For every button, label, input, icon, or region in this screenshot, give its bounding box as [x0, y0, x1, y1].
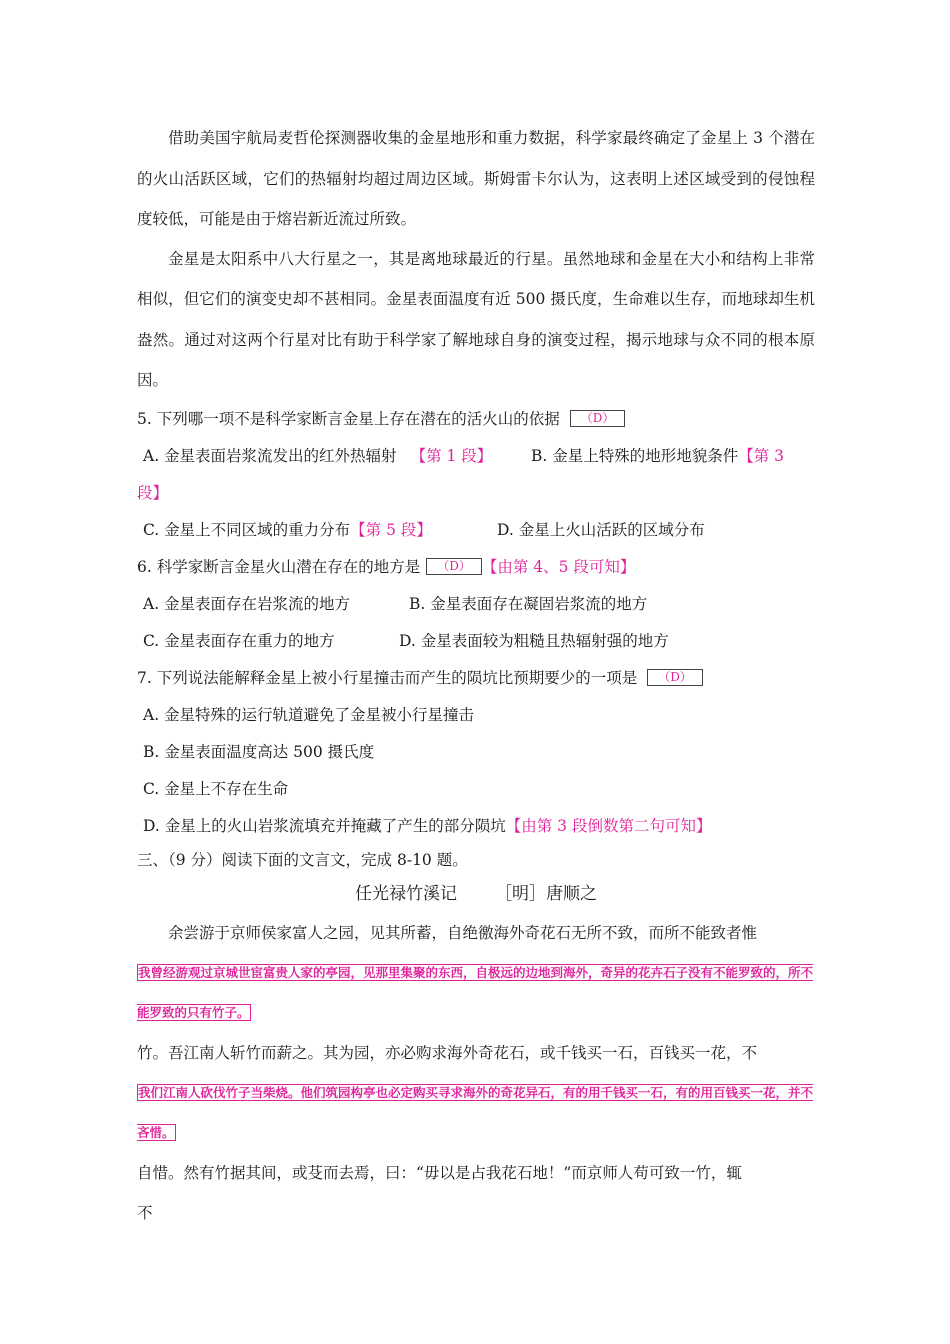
option-b-note-continued: 段】 [137, 483, 169, 502]
question-6-row-2 [137, 623, 815, 660]
classical-line-3: 自惜。然有竹据其间，或芟而去焉，曰：“毋以是占我花石地！”而京师人苟可致一竹，辄 [137, 1163, 742, 1182]
option-a-text: A. 金星表面岩浆流发出的红外热辐射 [143, 446, 397, 465]
question-5-stem [137, 401, 815, 438]
option-c-note: 【第 5 段】 [350, 520, 432, 539]
answer-box: （D） [570, 410, 626, 427]
translation-1 [137, 953, 815, 1033]
option-c [143, 512, 432, 549]
option-d: D. 金星上火山活跃的区域分布 [497, 520, 705, 539]
question-7-text: 7. 下列说法能解释金星上被小行星撞击而产生的陨坑比预期要少的一项是 [137, 668, 638, 687]
option-b [531, 438, 784, 475]
option-d-text: D. 金星上的火山岩浆流填充并掩藏了产生的部分陨坑 [143, 816, 506, 835]
option-b: B. 金星表面存在凝固岩浆流的地方 [409, 594, 648, 613]
option-d: D. 金星表面较为粗糙且热辐射强的地方 [399, 631, 669, 650]
title-author: ［明］唐顺之 [495, 883, 597, 904]
option-c-text: C. 金星上不同区域的重力分布 [143, 520, 351, 539]
section-3-heading: 三、（9 分）阅读下面的文言文，完成 8-10 题。 [137, 850, 468, 869]
classical-line-2: 竹。吾江南人斩竹而薪之。其为园，亦必购求海外奇花石，或千钱买一石，百钱买一花，不 [137, 1043, 758, 1062]
question-7-stem [137, 660, 815, 697]
option-b-text: B. 金星上特殊的地形地貌条件 [531, 446, 739, 465]
passage-title [137, 875, 815, 913]
answer-box: （D） [426, 558, 482, 575]
option-a: A. 金星特殊的运行轨道避免了金星被小行星撞击 [143, 705, 475, 724]
option-a: A. 金星表面存在岩浆流的地方 [143, 594, 351, 613]
classical-line-1: 余尝游于京师侯家富人之园，见其所蓄，自绝徼海外奇花石无所不致，而所不能致者惟 [168, 923, 758, 942]
question-5-row-1 [137, 438, 815, 475]
question-5-text: 5. 下列哪一项不是科学家断言金星上存在潜在的活火山的依据 [137, 409, 560, 428]
translation-2 [137, 1073, 815, 1153]
option-d-note: 【由第 3 段倒数第二句可知】 [505, 816, 712, 835]
title-text: 任光禄竹溪记 [355, 883, 457, 904]
question-6-row-1 [137, 586, 815, 623]
question-5-row-2 [137, 512, 815, 549]
option-b-note: 【第 3 [738, 446, 785, 465]
option-c: C. 金星上不存在生命 [143, 779, 289, 798]
translation-1-text: 我曾经游观过京城世宦富贵人家的亭园，见那里集聚的东西，自极远的边地到海外，奇异的花卉石子没有不能罗致的，所不能罗致的只有竹子。 [137, 964, 814, 1020]
translation-2-text: 我们江南人砍伐竹子当柴烧。他们筑园构亭也必定购买寻求海外的奇花异石，有的用千钱买一石，有的用百钱买一花，并不吝惜。 [137, 1084, 814, 1140]
question-6-note: 【由第 4、5 段可知】 [481, 557, 636, 576]
option-d [143, 808, 815, 845]
classical-line-4: 不 [137, 1203, 153, 1222]
answer-box: （D） [647, 669, 703, 686]
question-6-text: 6. 科学家断言金星火山潜在存在的地方是 [137, 557, 421, 576]
document-page [137, 118, 815, 1233]
passage-paragraph-2: 金星是太阳系中八大行星之一，其是离地球最近的行星。虽然地球和金星在大小和结构上非常相似，但它们的演变史却不甚相同。金星表面温度有近 500 摄氏度，生命难以生存，而地球却生机盎然。通过对这两个行星对比有助于科学家了解地球自身的演变过程，揭示地球与众不同的根本原因。 [137, 249, 815, 389]
question-6-stem [137, 549, 815, 586]
passage-paragraph-1: 借助美国宇航局麦哲伦探测器收集的金星地形和重力数据，科学家最终确定了金星上 3 个潜在的火山活跃区域，它们的热辐射均超过周边区域。斯姆雷卡尔认为，这表明上述区域受到的侵蚀程度较低，可能是由于熔岩新近流过所致。 [137, 129, 815, 228]
option-a-note: 【第 1 段】 [410, 446, 493, 465]
option-a [143, 438, 492, 475]
option-c: C. 金星表面存在重力的地方 [143, 631, 335, 650]
option-b: B. 金星表面温度高达 500 摄氏度 [143, 742, 375, 761]
